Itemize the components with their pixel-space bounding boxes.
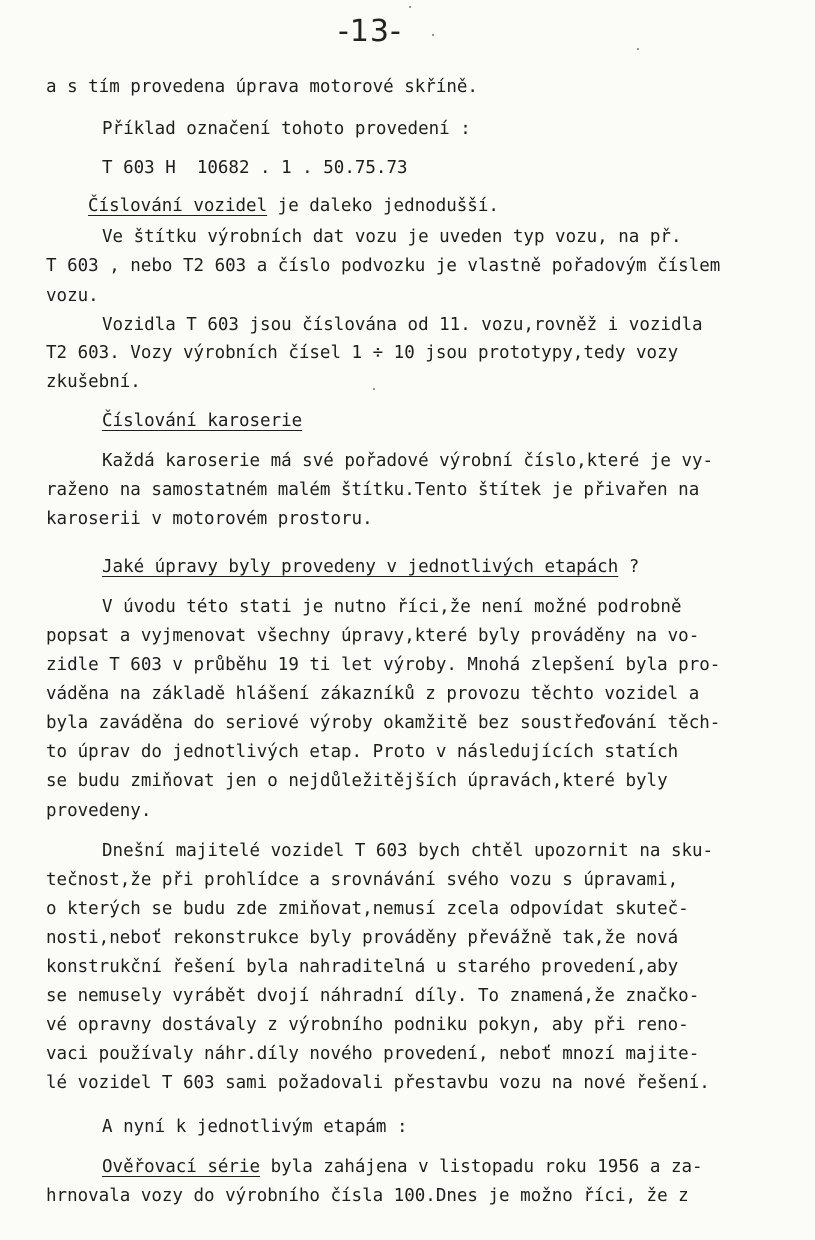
text-line: Vozidla T 603 jsou číslována od 11. vozu,rovněž i vozidla — [102, 315, 703, 335]
text-line: a s tím provedena úprava motorové skříně. — [46, 77, 478, 97]
scan-speck — [637, 48, 639, 50]
text-line: Ověřovací série byla zahájena v listopadu roku 1956 a za- — [102, 1157, 703, 1177]
text-line: nosti,neboť rekonstrukce byly prováděny převážně tak,že nová — [46, 928, 679, 948]
text-line: se budu zmiňovat jen o nejdůležitějších úpravách,které byly — [46, 771, 668, 791]
scan-speck — [432, 34, 434, 36]
text-line: hrnovala vozy do výrobního čísla 100.Dnes je možno říci, že z — [46, 1186, 689, 1206]
text-line: byla zaváděna do seriové výroby okamžitě bez soustřeďování těch- — [46, 713, 721, 733]
text-line: to úprav do jednotlivých etap. Proto v následujících statích — [46, 742, 679, 762]
text-line: raženo na samostatném malém štítku.Tento štítek je přivařen na — [46, 480, 700, 500]
section-heading: Číslování karoserie — [102, 411, 303, 431]
text-line: lé vozidel T 603 sami požadovali přestavbu vozu na nové řešení. — [46, 1073, 710, 1093]
text-line: Dnešní majitelé vozidel T 603 bych chtěl upozornit na sku- — [102, 841, 714, 861]
text-line — [102, 410, 302, 432]
text-line: Jaké úpravy byly provedeny v jednotlivých etapách ? — [102, 557, 640, 577]
text-line: T 603 , nebo T2 603 a číslo podvozku je vlastně pořadovým číslem — [46, 256, 721, 276]
section-heading: Jaké úpravy byly provedeny v jednotlivých etapách — [102, 557, 619, 577]
section-heading: Číslování vozidel — [88, 196, 268, 216]
text-line: vaci používaly náhr.díly nového provedení, neboť mnozí majite- — [46, 1044, 700, 1064]
text-line: zkušební. — [46, 372, 141, 392]
section-heading: Ověřovací série — [102, 1157, 261, 1177]
text-line: T 603 H 10682 . 1 . 50.75.73 — [102, 158, 408, 178]
text-line: zidle T 603 v průběhu 19 ti let výroby. Mnohá zlepšení byla pro- — [46, 655, 721, 675]
text-line: karoserii v motorovém prostoru. — [46, 509, 373, 529]
text-line: popsat a vyjmenovat všechny úpravy,které byly prováděny na vo- — [46, 626, 700, 646]
text-line: vé opravny dostávaly z výrobního podniku pokyn, aby při reno- — [46, 1015, 689, 1035]
text-line: vozu. — [46, 286, 99, 306]
text-line: Každá karoserie má své pořadové výrobní číslo,které je vy- — [102, 451, 714, 471]
text-line: Číslování vozidel je daleko jednodušší. — [88, 196, 499, 216]
text-line: T2 603. Vozy výrobních čísel 1 ÷ 10 jsou prototypy,tedy vozy — [46, 343, 679, 363]
scan-speck — [409, 6, 411, 8]
text-line: konstrukční řešení byla nahraditelná u starého provedení,aby — [46, 957, 679, 977]
text-line: Příklad označení tohoto provedení : — [102, 119, 471, 139]
page-number: -13- — [338, 14, 402, 49]
text-line: V úvodu této stati je nutno říci,že není možné podrobně — [102, 597, 682, 617]
text-line: tečnost,že při prohlídce a srovnávání svého vozu s úpravami, — [46, 870, 679, 890]
text-line: se nemusely vyrábět dvojí náhradní díly. To znamená,že značko- — [46, 986, 700, 1006]
text-line: provedeny. — [46, 801, 152, 821]
text-line: o kterých se budu zde zmiňovat,nemusí zcela odpovídat skuteč- — [46, 899, 689, 919]
text-line: Ve štítku výrobních dat vozu je uveden typ vozu, na př. — [102, 227, 682, 247]
text-line: A nyní k jednotlivým etapám : — [102, 1117, 408, 1137]
text-line: váděna na základě hlášení zákazníků z provozu těchto vozidel a — [46, 684, 700, 704]
scan-speck — [373, 388, 375, 390]
